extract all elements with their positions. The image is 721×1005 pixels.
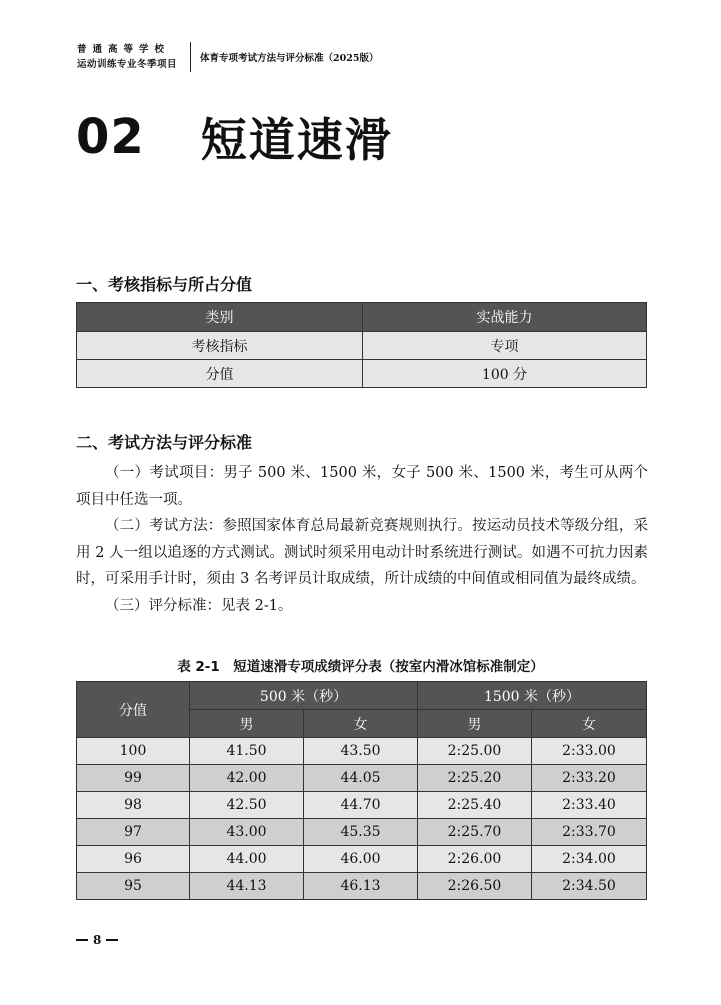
table-row	[77, 332, 647, 360]
table-cell: 99	[77, 765, 190, 792]
table-cell: 41.50	[190, 738, 304, 765]
sub-header-1500m-men: 男	[418, 710, 532, 738]
table-cell: 42.50	[190, 792, 304, 819]
table-cell: 96	[77, 846, 190, 873]
table-cell: 44.00	[190, 846, 304, 873]
header-divider	[190, 42, 191, 72]
indicator-header-ability: 实战能力	[363, 303, 647, 332]
page-footer	[76, 933, 118, 947]
chapter-title: 短道速滑	[200, 113, 393, 167]
sub-header-500m-women: 女	[304, 710, 418, 738]
table-cell: 43.50	[304, 738, 418, 765]
paragraph-scoring: （三）评分标准：见表 2-1。	[105, 597, 293, 614]
table-cell: 分值	[77, 360, 363, 388]
score-table	[76, 681, 647, 900]
table-cell: 46.00	[304, 846, 418, 873]
header-left-line2: 运动训练专业冬季项目	[77, 59, 178, 70]
header-left-block	[77, 42, 177, 72]
table-cell: 46.13	[304, 873, 418, 900]
table-cell: 100	[77, 738, 190, 765]
table-cell: 2:33.00	[532, 738, 647, 765]
table-row	[77, 765, 647, 792]
table-row	[77, 846, 647, 873]
table-cell: 44.70	[304, 792, 418, 819]
section2-heading: 二、考试方法与评分标准	[76, 433, 253, 452]
table-cell: 2:33.40	[532, 792, 647, 819]
table-cell: 95	[77, 873, 190, 900]
footer-dash-right	[106, 939, 118, 941]
table-cell: 2:25.40	[418, 792, 532, 819]
table-cell: 专项	[363, 332, 647, 360]
indicator-table	[76, 302, 647, 388]
table-cell: 44.13	[190, 873, 304, 900]
table-cell: 97	[77, 819, 190, 846]
section1-heading: 一、考核指标与所占分值	[76, 275, 253, 294]
table-cell: 2:25.00	[418, 738, 532, 765]
header-right: 体育专项考试方法与评分标准（2025版）	[200, 53, 379, 64]
sub-header-500m-men: 男	[190, 710, 304, 738]
table-cell: 45.35	[304, 819, 418, 846]
table-row	[77, 819, 647, 846]
page-number: 8	[93, 933, 102, 947]
indicator-table-header	[77, 303, 647, 332]
table-row	[77, 792, 647, 819]
score-header: 分值	[77, 682, 190, 738]
header-left-line1: 普通高等学校	[77, 44, 171, 55]
table-cell: 2:33.70	[532, 819, 647, 846]
indicator-header-category: 类别	[77, 303, 363, 332]
table-cell: 2:25.20	[418, 765, 532, 792]
footer-dash-left	[76, 939, 88, 941]
table-cell: 43.00	[190, 819, 304, 846]
table-cell: 2:26.50	[418, 873, 532, 900]
chapter-number: 02	[76, 109, 145, 165]
paragraph-exam-items: （一）考试项目：男子 500 米、1500 米，女子 500 米、1500 米，考生可从两个项目中任选一项。	[76, 465, 648, 508]
table-row	[77, 360, 647, 388]
table-cell: 2:34.50	[532, 873, 647, 900]
table-cell: 考核指标	[77, 332, 363, 360]
section2-body	[76, 460, 648, 619]
table-cell: 2:34.00	[532, 846, 647, 873]
paragraph-exam-method: （二）考试方法：参照国家体育总局最新竞赛规则执行。按运动员技术等级分组，采用 2 人一组以追逐的方式测试。测试时须采用电动计时系统进行测试。如遇不可抗力因素时，可采用手计时，须由 3 名考评员计取成绩，所计成绩的中间值或相同值为最终成绩。	[76, 518, 648, 587]
table-row	[77, 873, 647, 900]
group-500m-header: 500 米（秒）	[190, 682, 418, 710]
table-cell: 44.05	[304, 765, 418, 792]
table-cell: 2:26.00	[418, 846, 532, 873]
table-cell: 2:25.70	[418, 819, 532, 846]
table-cell: 42.00	[190, 765, 304, 792]
running-header	[77, 42, 378, 72]
group-1500m-header: 1500 米（秒）	[418, 682, 647, 710]
table-cell: 100 分	[363, 360, 647, 388]
table-cell: 98	[77, 792, 190, 819]
table-row	[77, 738, 647, 765]
table-cell: 2:33.20	[532, 765, 647, 792]
sub-header-1500m-women: 女	[532, 710, 647, 738]
table-caption: 表 2-1 短道速滑专项成绩评分表（按室内滑冰馆标准制定）	[177, 659, 544, 675]
chapter-heading	[76, 104, 393, 170]
score-table-header-row1	[77, 682, 647, 710]
